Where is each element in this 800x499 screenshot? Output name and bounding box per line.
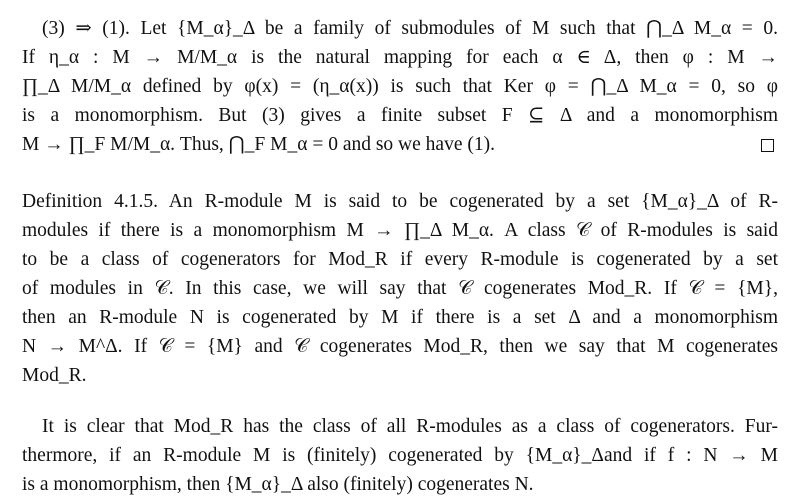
text-line: to be a class of cogenerators for Mod_R if every R-module is cogenerated by a set xyxy=(22,249,778,270)
text-line: is a monomorphism, then {M_α}_Δ also (finitely) cogenerates N. xyxy=(22,474,534,495)
text-line: of modules in 𝒞. In this case, we will say that 𝒞 cogenerates Mod_R. If 𝒞 = {M}, xyxy=(22,278,778,299)
text-line: thermore, if an R-module M is (finitely) cogenerated by {M_α}_Δand if f : N → M xyxy=(22,445,778,466)
text-line: Mod_R. xyxy=(22,365,87,386)
text-line: is a monomorphism. But (3) gives a finite subset F ⊆ Δ and a monomorphism xyxy=(22,105,778,126)
proof-paragraph xyxy=(22,14,778,159)
remark-paragraph xyxy=(22,412,778,499)
definition-paragraph xyxy=(22,187,778,390)
page xyxy=(22,14,778,499)
text-line-content: M → ∏_F M/M_α. Thus, ⋂_F M_α = 0 and so we have (1). xyxy=(22,134,495,155)
text-line: N → M^Δ. If 𝒞 = {M} and 𝒞 cogenerates Mod_R, then we say that M cogenerates xyxy=(22,336,778,357)
text-line: then an R-module N is cogenerated by M if there is a set Δ and a monomorphism xyxy=(22,307,778,328)
text-line: modules if there is a monomorphism M → ∏_Δ M_α. A class 𝒞 of R-modules is said xyxy=(22,220,778,241)
qed-square-icon xyxy=(761,139,774,152)
text-line: (3) ⇒ (1). Let {M_α}_Δ be a family of submodules of M such that ⋂_Δ M_α = 0. xyxy=(42,18,778,39)
text-line: It is clear that Mod_R has the class of all R-modules as a class of cogenerators. Fur- xyxy=(42,416,778,437)
text-line xyxy=(22,130,778,159)
text-line: Definition 4.1.5. An R-module M is said to be cogenerated by a set {M_α}_Δ of R- xyxy=(22,191,778,212)
text-line: If η_α : M → M/M_α is the natural mapping for each α ∈ Δ, then φ : M → xyxy=(22,47,778,68)
text-line: ∏_Δ M/M_α defined by φ(x) = (η_α(x)) is such that Ker φ = ⋂_Δ M_α = 0, so φ xyxy=(22,76,778,97)
